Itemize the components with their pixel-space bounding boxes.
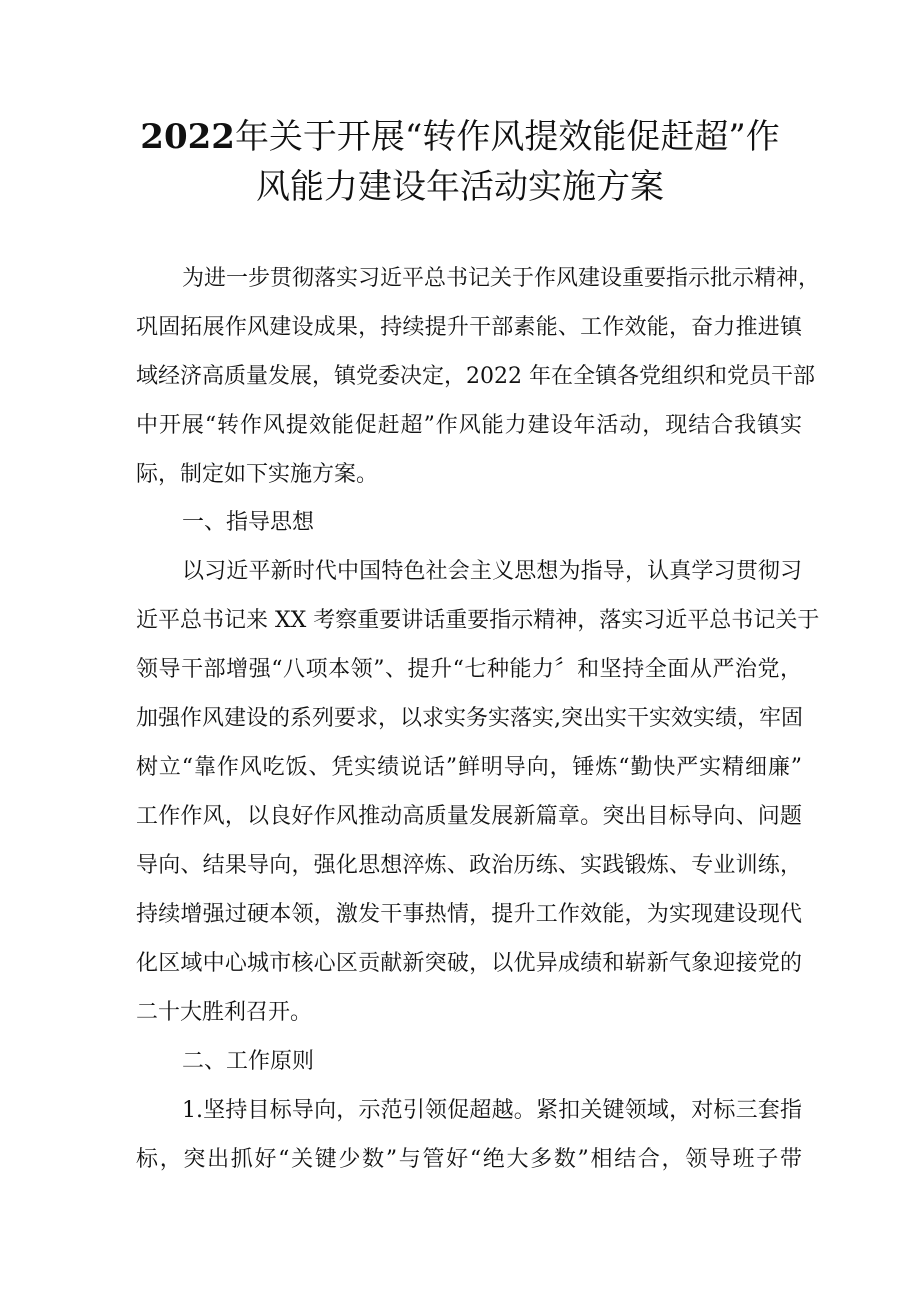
document-title-line-1 bbox=[110, 112, 810, 162]
section-heading: 二、工作原则 bbox=[182, 1049, 315, 1074]
paragraph-line: 化区域中心城市核心区贡献新突破，以优异成绩和崭新气象迎接党的 bbox=[136, 951, 802, 976]
paragraph-line: 域经济高质量发展，镇党委决定，2022 年在全镇各党组织和党员干部 bbox=[136, 364, 815, 389]
section-heading: 一、指导思想 bbox=[182, 510, 315, 535]
paragraph-line: 以习近平新时代中国特色社会主义思想为指导，认真学习贯彻习 bbox=[182, 559, 802, 584]
paragraph-line: 中开展“转作风提效能促赶超”作风能力建设年活动，现结合我镇实 bbox=[136, 413, 802, 438]
paragraph-line: 为进一步贯彻落实习近平总书记关于作风建设重要指示批示精神， bbox=[182, 266, 821, 291]
paragraph-line: 二十大胜利召开。 bbox=[136, 1000, 313, 1025]
paragraph-line: 标，突出抓好“关键少数”与管好“绝大多数”相结合，领导班子带 bbox=[136, 1147, 802, 1172]
title-year: 2022 bbox=[140, 117, 235, 157]
paragraph-line: 导向、结果导向，强化思想淬炼、政治历练、实践锻炼、专业训练， bbox=[136, 853, 802, 878]
paragraph-line: 巩固拓展作风建设成果，持续提升干部素能、工作效能，奋力推进镇 bbox=[136, 315, 802, 340]
paragraph-line: 工作作风，以良好作风推动高质量发展新篇章。突出目标导向、问题 bbox=[136, 804, 802, 829]
paragraph-line: 领导干部增强“八项本领”、提升“七种能力〞和坚持全面从严治党， bbox=[136, 657, 802, 682]
paragraph-line: 树立“靠作风吃饭、凭实绩说话”鲜明导向，锤炼“勤快严实精细廉” bbox=[136, 755, 802, 780]
paragraph-line: 加强作风建设的系列要求，以求实务实落实,突出实干实效实绩，牢固 bbox=[136, 706, 803, 731]
paragraph-line: 1.坚持目标导向，示范引领促超越。紧扣关键领域，对标三套指 bbox=[182, 1098, 802, 1123]
paragraph-line: 持续增强过硬本领，激发干事热情，提升工作效能，为实现建设现代 bbox=[136, 902, 802, 927]
document-title-line-2: 风能力建设年活动实施方案 bbox=[256, 167, 664, 207]
paragraph-line: 近平总书记来 XX 考察重要讲话重要指示精神，落实习近平总书记关于 bbox=[136, 608, 820, 633]
title-text: 年关于开展“转作风提效能促赶超”作 bbox=[234, 117, 780, 157]
paragraph-line: 际，制定如下实施方案。 bbox=[136, 462, 379, 487]
